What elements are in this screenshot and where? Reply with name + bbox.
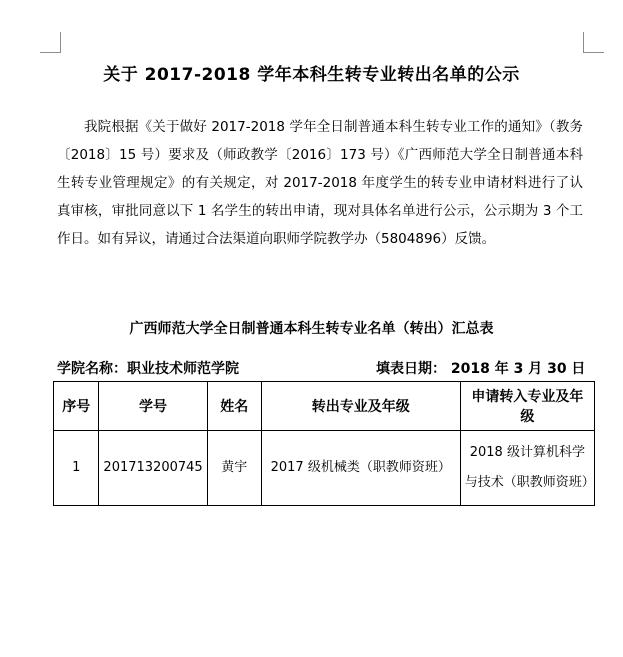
cell-to-major: 2018 级计算机科学与技术（职教师资班）: [460, 431, 594, 506]
document-title: 关于 2017-2018 学年本科生转专业转出名单的公示: [103, 65, 520, 85]
header-from-major: 转出专业及年级: [261, 382, 460, 431]
cell-name: 黄宇: [207, 431, 261, 506]
table-header-row: [54, 382, 595, 431]
table-title: 广西师范大学全日制普通本科生转专业名单（转出）汇总表: [129, 321, 494, 337]
crop-mark-top-right: [583, 32, 604, 53]
transfer-table: [53, 381, 595, 506]
header-no: 序号: [54, 382, 99, 431]
cell-student-id: 201713200745: [99, 431, 207, 506]
fill-date: 填表日期： 2018 年 3 月 30 日: [376, 361, 586, 377]
cell-no: 1: [54, 431, 99, 506]
header-to-major: 申请转入专业及年级: [460, 382, 594, 431]
crop-mark-top-left: [40, 32, 61, 53]
college-name: 学院名称：职业技术师范学院: [57, 361, 239, 377]
header-name: 姓名: [207, 382, 261, 431]
table-row: [54, 431, 595, 506]
header-student-id: 学号: [99, 382, 207, 431]
announcement-paragraph: 我院根据《关于做好 2017-2018 学年全日制普通本科生转专业工作的通知》（教务〔2018〕15 号）要求及（师政教学〔2016〕173 号）《广西师范大学全日制普通本科生转专业管理规定》的有关规定，对 2017-2018 年度学生的转专业申请材料进行了认真审核，审批同意以下 1 名学生的转出申请，现对具体名单进行公示，公示期为 3 个工作日。如有异议，请通过合法渠道向职师学院教学办（5804896）反馈。: [57, 119, 583, 247]
cell-from-major: 2017 级机械类（职教师资班）: [261, 431, 460, 506]
